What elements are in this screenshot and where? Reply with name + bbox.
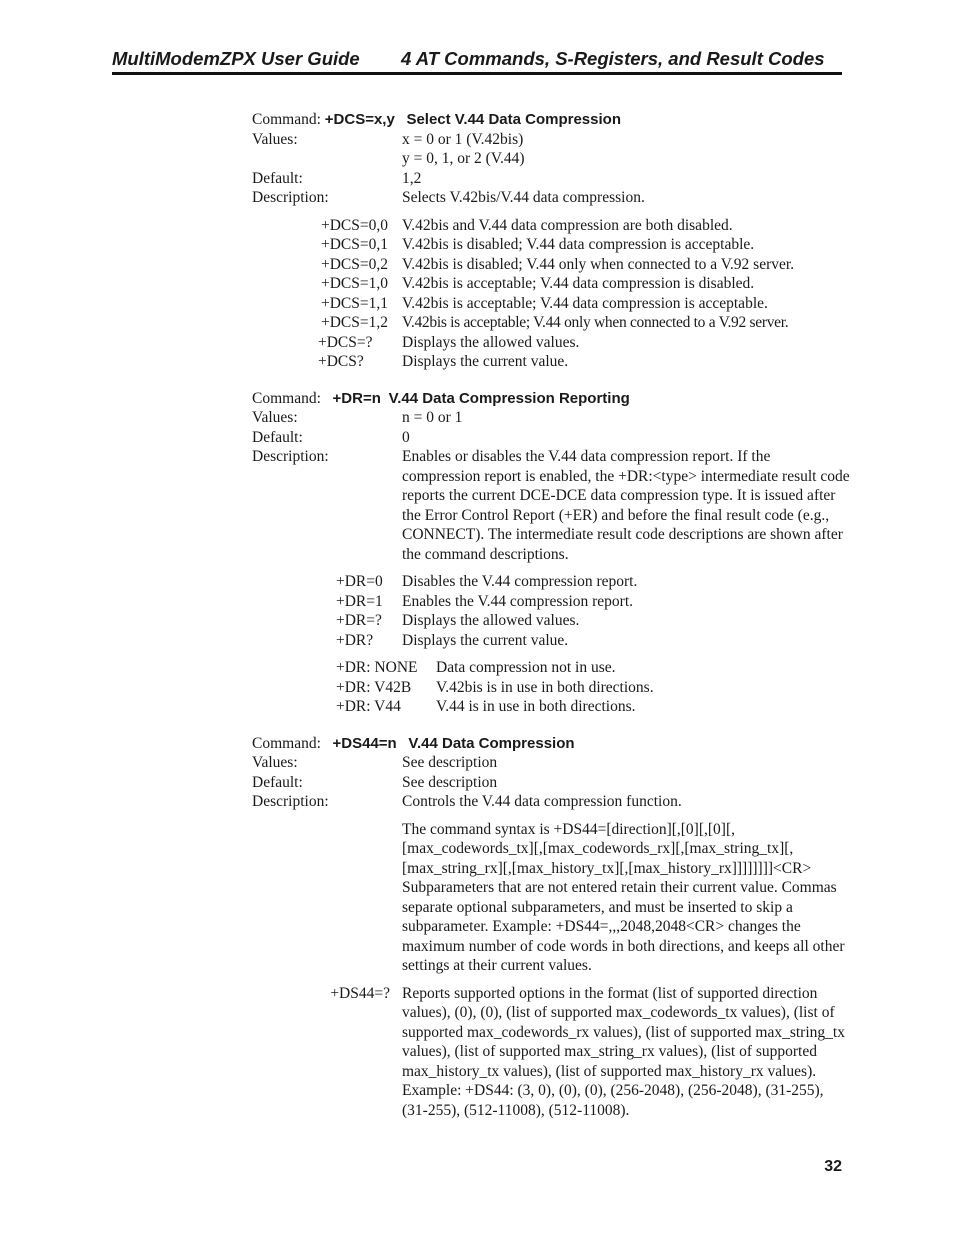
dr-options — [252, 572, 852, 650]
ds44-query-text: Reports supported options in the format (list of supported direction values), (0), (0), (list of supported max_codewords_tx values), (list of supported max_codewords_rx values), (list of supported max_string_tx values), (list of supported max_string_rx values), (list of supported max_history_tx values), (list of supported max_history_rx values). Example: +DS44: (3, 0), (0), (0), (256-2048), (256-2048), (31-255), (31-255), (512-11008), (512-11008). — [402, 984, 845, 1119]
response-text: V.44 is in use in both directions. — [436, 698, 636, 715]
ds44-description-row — [252, 792, 852, 812]
option-text: Displays the current value. — [402, 631, 569, 649]
dcs-command: +DCS=x,y — [324, 111, 395, 128]
page-header — [112, 48, 842, 75]
dr-command: +DR=n — [332, 389, 381, 407]
values-label: Values: — [252, 409, 298, 426]
option-text: V.42bis is acceptable; V.44 data compression is acceptable. — [402, 294, 768, 312]
option-text: V.42bis is disabled; V.44 only when connected to a V.92 server. — [402, 255, 795, 273]
option-key: +DCS=0,1 — [320, 236, 388, 253]
dr-default: 0 — [402, 428, 410, 446]
option-text: Disables the V.44 compression report. — [402, 573, 638, 590]
dr-command-line — [252, 389, 852, 409]
option-row — [252, 631, 852, 651]
dcs-options — [252, 216, 852, 372]
option-row — [252, 216, 852, 236]
default-label: Default: — [252, 428, 303, 446]
option-key: +DR? — [336, 631, 374, 649]
dcs-value-x: x = 0 or 1 (V.42bis) — [402, 130, 524, 148]
option-key: +DCS=0,0 — [320, 216, 388, 234]
option-key: +DR=? — [336, 612, 382, 629]
option-text: Displays the allowed values. — [402, 333, 580, 351]
dcs-values-row — [252, 130, 852, 169]
dr-responses — [336, 658, 852, 717]
option-key: +DCS=1,1 — [320, 294, 388, 312]
dr-values: n = 0 or 1 — [402, 409, 463, 426]
response-row — [336, 697, 852, 717]
command-label: Command: — [252, 734, 321, 752]
option-row — [252, 572, 852, 592]
option-key: +DCS=1,2 — [320, 314, 388, 331]
dcs-default-row — [252, 169, 852, 189]
option-text: V.42bis is acceptable; V.44 only when connected to a V.92 server. — [402, 314, 789, 331]
dr-description: Enables or disables the V.44 data compression report. If the compression report is enabled, the +DR:<type> intermediate result code reports the current DCE-DCE data compression type. It is issued after the Error Control Report (+ER) and before the final result code (e.g., CONNECT). The intermediate result code descriptions are shown after the command descriptions. — [402, 448, 850, 563]
option-text: Enables the V.44 compression report. — [402, 592, 634, 610]
command-label: Command: — [252, 111, 321, 128]
option-row — [252, 352, 852, 372]
ds44-command-line — [252, 734, 852, 754]
option-key: +DR=1 — [336, 592, 383, 610]
ds44-title: V.44 Data Compression — [408, 734, 575, 752]
option-row — [252, 592, 852, 612]
dcs-value-y: y = 0, 1, or 2 (V.44) — [402, 150, 525, 167]
option-key: +DCS? — [318, 353, 364, 370]
dr-title: V.44 Data Compression Reporting — [388, 389, 630, 407]
dcs-description: Selects V.42bis/V.44 data compression. — [402, 189, 645, 206]
response-key: +DR: NONE — [336, 659, 418, 676]
guide-title: MultiModemZPX User Guide — [112, 48, 360, 69]
default-label: Default: — [252, 773, 303, 791]
response-key: +DR: V44 — [336, 698, 401, 715]
default-label: Default: — [252, 169, 303, 187]
values-label: Values: — [252, 754, 298, 771]
option-row — [252, 255, 852, 275]
response-text: V.42bis is in use in both directions. — [436, 678, 654, 696]
dcs-default: 1,2 — [402, 169, 422, 187]
option-text: Displays the allowed values. — [402, 612, 580, 629]
values-label: Values: — [252, 130, 298, 148]
command-label: Command: — [252, 389, 321, 407]
option-row — [252, 294, 852, 314]
option-text: V.42bis is disabled; V.44 data compression is acceptable. — [402, 236, 755, 253]
ds44-values-row — [252, 753, 852, 773]
ds44-description: Controls the V.44 data compression function. — [402, 793, 682, 810]
option-key: +DCS=0,2 — [320, 255, 388, 273]
ds44-query-row — [252, 984, 852, 1121]
ds44-syntax-row — [252, 820, 852, 976]
option-row — [252, 274, 852, 294]
ds44-query-key: +DS44=? — [330, 984, 390, 1002]
option-text: V.42bis and V.44 data compression are both disabled. — [402, 216, 733, 234]
dr-values-row — [252, 408, 852, 428]
option-key: +DCS=? — [318, 333, 373, 351]
ds44-command: +DS44=n — [332, 734, 397, 752]
ds44-values: See description — [402, 754, 498, 771]
dcs-title: Select V.44 Data Compression — [406, 111, 621, 128]
dcs-command-line — [252, 110, 852, 130]
option-row — [252, 313, 852, 333]
response-key: +DR: V42B — [336, 678, 412, 696]
description-label: Description: — [252, 793, 329, 810]
page-number: 32 — [824, 1158, 842, 1175]
option-text: V.42bis is acceptable; V.44 data compression is disabled. — [402, 275, 755, 292]
description-label: Description: — [252, 448, 329, 465]
option-text: Displays the current value. — [402, 353, 569, 370]
option-key: +DR=0 — [336, 573, 383, 590]
page-content — [252, 110, 852, 1120]
response-row — [336, 658, 852, 678]
option-row — [252, 333, 852, 353]
chapter-title: 4 AT Commands, S-Registers, and Result Codes — [401, 48, 825, 69]
dr-default-row — [252, 428, 852, 448]
dr-description-row — [252, 447, 852, 564]
description-label: Description: — [252, 189, 329, 206]
option-row — [252, 235, 852, 255]
option-row — [252, 611, 852, 631]
option-key: +DCS=1,0 — [320, 275, 388, 292]
response-row — [336, 678, 852, 698]
ds44-syntax: The command syntax is +DS44=[direction][,[0][,[0][,[max_codewords_tx][,[max_codewords_rx][,[max_string_tx][,[max_string_rx][,[max_history_tx][,[max_history_rx]]]]]]]]<CR> Subparameters that are not entered retain their current value. Commas separate optional subparameters, and must be inserted to skip a subparameter. Example: +DS44=,,,2048,2048<CR> changes the maximum number of code words in both directions, and keeps all other settings at their current values. — [402, 820, 845, 974]
response-text: Data compression not in use. — [436, 659, 616, 676]
ds44-default: See description — [402, 773, 498, 791]
dcs-description-row — [252, 188, 852, 208]
ds44-default-row — [252, 773, 852, 793]
